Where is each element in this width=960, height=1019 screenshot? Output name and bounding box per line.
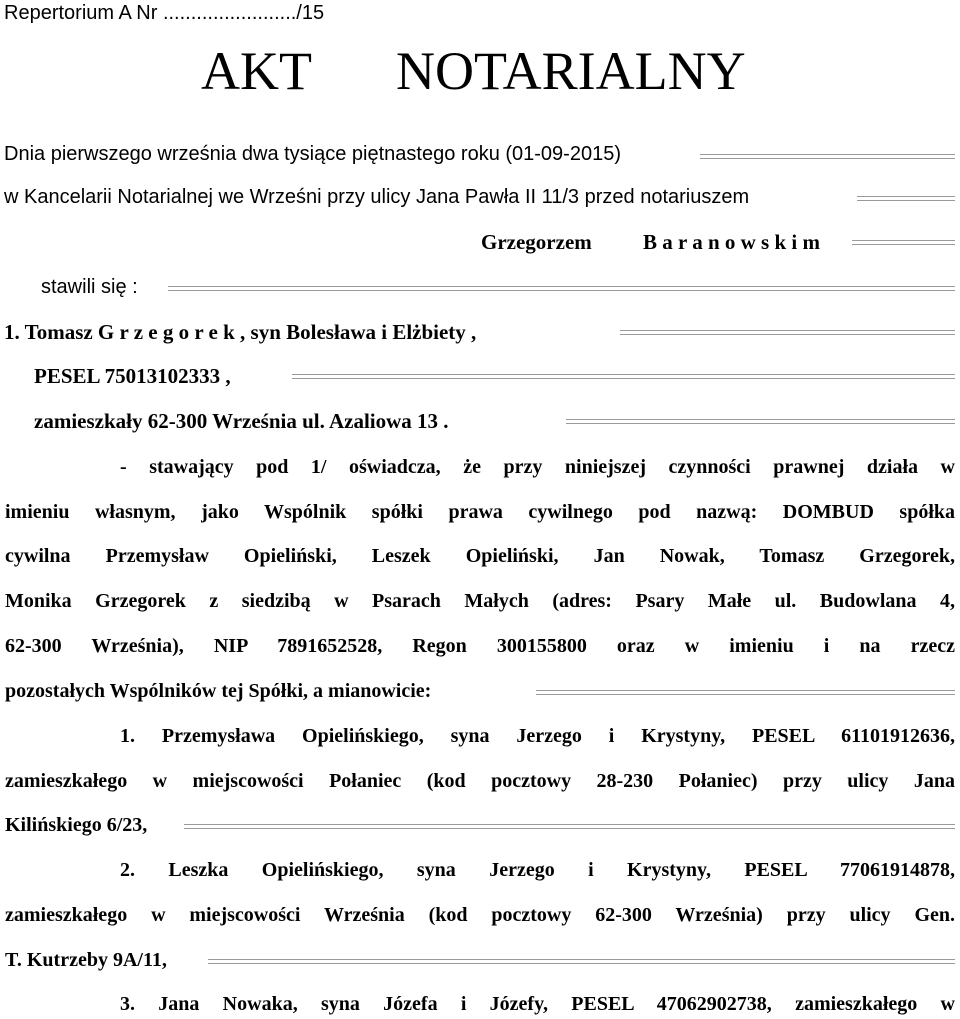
filler-line bbox=[168, 286, 955, 287]
party1-pesel-line: PESEL 75013102333 , bbox=[34, 364, 231, 388]
repertorium-number: Repertorium A Nr ......................../15 bbox=[4, 2, 325, 24]
filler-line bbox=[620, 330, 955, 331]
appeared-label: stawili się : bbox=[41, 276, 138, 298]
partner-2-street-line: T. Kutrzeby 9A/11, bbox=[5, 949, 167, 971]
party1-name-line: 1. Tomasz G r z e g o r e k , syn Bolesława i Elżbiety , bbox=[4, 320, 477, 344]
filler-line bbox=[857, 196, 955, 197]
declaration-line: imieniu własnym, jako Wspólnik spółki prawa cywilnego pod nazwą: DOMBUD spółka bbox=[5, 501, 955, 523]
notary-first-name: Grzegorzem bbox=[481, 230, 592, 254]
date-line: Dnia pierwszego września dwa tysiące piętnastego roku (01-09-2015) bbox=[4, 143, 621, 165]
partner-2-line: 2. Leszka Opielińskiego, syna Jerzego i Krystyny, PESEL 77061914878, bbox=[120, 859, 955, 881]
filler-line bbox=[852, 240, 955, 241]
declaration-line: 62-300 Września), NIP 7891652528, Regon 300155800 oraz w imieniu i na rzecz bbox=[5, 635, 955, 657]
partner-1-line: 1. Przemysława Opielińskiego, syna Jerzego i Krystyny, PESEL 61101912636, bbox=[120, 725, 955, 747]
office-line: w Kancelarii Notarialnej we Wrześni przy ulicy Jana Pawła II 11/3 przed notariuszem bbox=[4, 186, 750, 208]
declaration-line: - stawający pod 1/ oświadcza, że przy niniejszej czynności prawnej działa w bbox=[120, 456, 955, 478]
document-title-notarialny: NOTARIALNY bbox=[396, 41, 746, 101]
filler-line bbox=[208, 959, 955, 960]
partner-2-address-line: zamieszkałego w miejscowości Września (kod pocztowy 62-300 Września) przy ulicy Gen. bbox=[5, 904, 955, 926]
partner-1-street-line: Kilińskiego 6/23, bbox=[5, 814, 148, 836]
declaration-last-line: pozostałych Wspólników tej Spółki, a mianowicie: bbox=[5, 680, 432, 702]
party1-address-line: zamieszkały 62-300 Września ul. Azaliowa 13 . bbox=[34, 409, 449, 433]
declaration-line: cywilna Przemysław Opieliński, Leszek Opieliński, Jan Nowak, Tomasz Grzegorek, bbox=[5, 545, 955, 567]
partner-1-address-line: zamieszkałego w miejscowości Połaniec (kod pocztowy 28-230 Połaniec) przy ulicy Jana bbox=[5, 770, 955, 792]
declaration-line: Monika Grzegorek z siedzibą w Psarach Małych (adres: Psary Małe ul. Budowlana 4, bbox=[5, 590, 955, 612]
filler-line bbox=[292, 374, 955, 375]
partner-3-line: 3. Jana Nowaka, syna Józefa i Józefy, PESEL 47062902738, zamieszkałego w bbox=[120, 993, 955, 1015]
filler-line bbox=[566, 419, 955, 420]
filler-line bbox=[700, 154, 955, 155]
notary-surname: B a r a n o w s k i m bbox=[643, 230, 820, 254]
document-title-akt: AKT bbox=[201, 41, 312, 101]
filler-line bbox=[184, 824, 955, 825]
filler-line bbox=[536, 690, 955, 691]
